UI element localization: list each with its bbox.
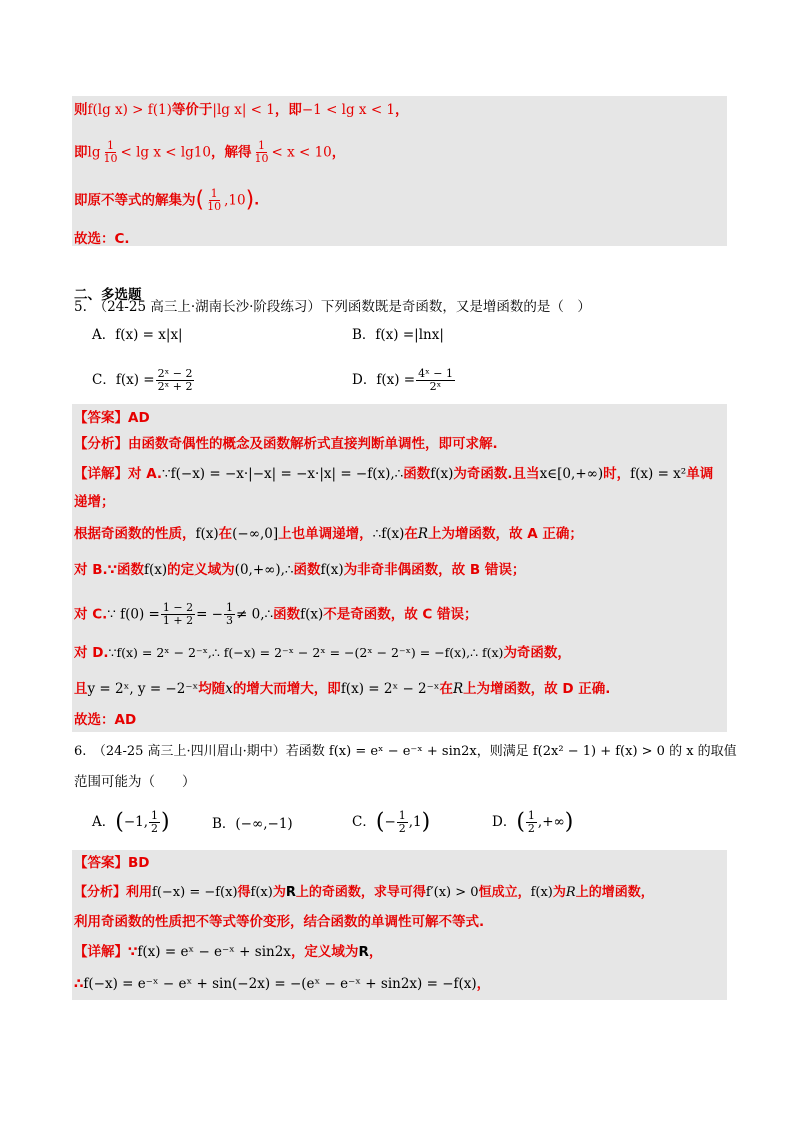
q5-option-d: D．f(x) = $\frac{\text{4ˣ − 1}}{\text{2ˣ}}$ xyxy=(352,367,453,393)
question-6-stem-2: 范围可能为（ ） xyxy=(74,774,196,790)
q5-option-b: B．f(x) =|lnx| xyxy=(352,327,444,343)
q6-analysis-line-2: 利用奇函数的性质把不等式等价变形，结合函数的单调性可解不等式. xyxy=(74,914,485,930)
q5-answer: 【答案】AD xyxy=(74,410,150,426)
question-5-stem: 5. （24-25 高三上·湖南长沙·阶段练习）下列函数既是奇函数，又是增函数的是（ ） xyxy=(74,299,591,315)
q6-detail-line-1: 【详解】∵f(x) = eˣ − e⁻ˣ + sin2x，定义域为R， xyxy=(74,944,383,960)
q5-option-c: C．f(x) = $\frac{\text{2ˣ − 2}}{\text{2ˣ + 2}}$ xyxy=(92,367,193,393)
q5-analysis: 【分析】由函数奇偶性的概念及函数解析式直接判断单调性，即可求解. xyxy=(74,436,498,452)
q5-detail-line-1: 【详解】对 A.∵f(−x) = −x·|−x| = −x·|x| = −f(x),∴函数f(x)为奇函数.且当x∈[0,+∞)时，f(x) = x²单调 xyxy=(74,466,714,482)
section-title: 二、多选题 xyxy=(74,287,142,303)
q5-detail-line-4: 对 B.∵函数f(x)的定义域为(0,+∞),∴函数f(x)为非奇非偶函数，故 B 错误； xyxy=(74,562,526,578)
question-6-stem-1: 6. （24-25 高三上·四川眉山·期中）若函数 f(x) = eˣ − e⁻ˣ + sin2x，则满足 f(2x² − 1) + f(x) > 0 的 x 的取值 xyxy=(74,744,737,759)
solution-line-1: 则f(lg x) > f(1)等价于|lg x| < 1，即−1 < lg x < 1， xyxy=(74,102,409,118)
q5-detail-line-6: 对 D.∵f(x) = 2ˣ − 2⁻ˣ,∴ f(−x) = 2⁻ˣ − 2ˣ = −(2ˣ − 2⁻ˣ) = −f(x),∴ f(x)为奇函数， xyxy=(74,645,571,661)
q5-detail-line-7: 且y = 2ˣ, y = −2⁻ˣ均随x的增大而增大，即f(x) = 2ˣ − 2⁻ˣ在R上为增函数，故 D 正确. xyxy=(74,681,611,697)
solution-line-4: 故选：C. xyxy=(74,231,130,247)
q6-option-a: A．(−1, $\frac{1}{2}$ ) xyxy=(92,809,170,835)
q5-detail-line-2: 递增； xyxy=(74,494,115,510)
q5-detail-line-3: 根据奇函数的性质，f(x)在(−∞,0]上也单调递增，∴f(x)在R上为增函数，故 A 正确； xyxy=(74,526,583,542)
q5-detail-line-5: 对 C.∵ f(0) = $\frac{1 - 2}{1 + 2}$ = − $\frac{1}{3}$ ≠ 0,∴函数f(x)不是奇函数，故 C 错误； xyxy=(74,601,478,627)
solution-line-2: 即lg $\frac{1}{10}$ < lg x < lg10，解得 $\frac{1}{10}$ < x < 10， xyxy=(74,139,346,165)
q5-option-a: A．f(x) = x|x| xyxy=(92,327,183,343)
solution-line-3: 即原不等式的解集为( $\frac{1}{10}$ ,10). xyxy=(74,187,260,213)
q6-option-c: C．(− $\frac{1}{2}$ ,1) xyxy=(352,809,431,835)
q6-analysis-line-1: 【分析】利用f(−x) = −f(x)得f(x)为R上的奇函数，求导可得f′(x) > 0恒成立，f(x)为R上的增函数， xyxy=(74,885,654,900)
q6-option-d: D．( $\frac{1}{2}$ ,+∞) xyxy=(492,809,574,835)
q5-final: 故选：AD xyxy=(74,712,137,728)
q6-answer: 【答案】BD xyxy=(74,855,150,871)
q6-detail-line-2: ∴f(−x) = e⁻ˣ − eˣ + sin(−2x) = −(eˣ − e⁻ˣ + sin2x) = −f(x)， xyxy=(74,976,491,992)
q6-option-b: B．(−∞,−1) xyxy=(212,816,293,832)
